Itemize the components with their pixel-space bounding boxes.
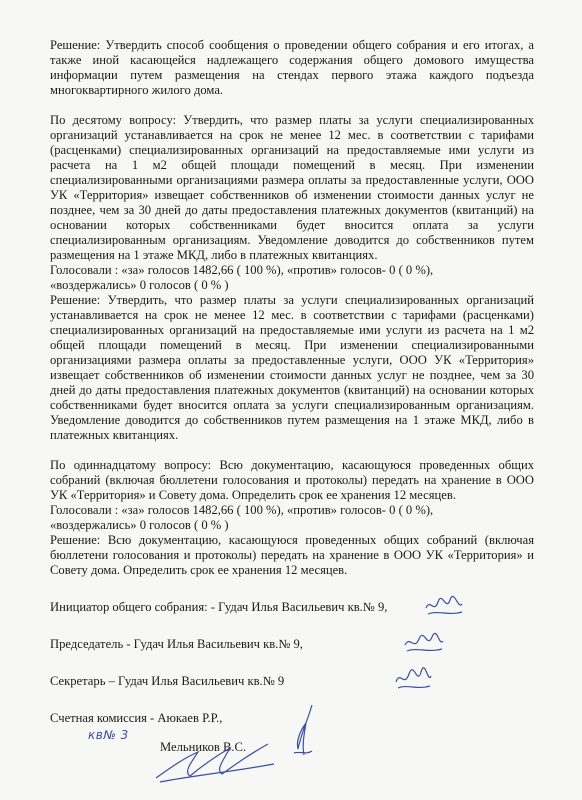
q10-decision: Решение: Утвердить, что размер платы за услуги специализированных организаций устанавливается на срок не менее 12 мес. в соответствии с тарифами (расценками) специализированных организаций на предоставляемые ими услуги из расчета на 1 м2 общей площади помещений в месяц. При изменении специализированными организациями размера оплаты за предоставленные услуги, ООО УК «Территория» извещает собственников об изменении стоимости данных услуг не позднее, чем за 30 дней до даты предоставления платежных документов (квитанций) на основании которых собственниками будет вносится оплата за услуги специализированным организациям. Уведомление доводится до собственников путем размещения на 1 этаже МКД, либо в платежных квитанциях. <box>50 293 534 442</box>
q11-decision: Решение: Всю документацию, касающуюся проведенных общих собраний (включая бюллетени голосования и протоколы) передать на хранение в ООО УК «Территория» и Совету дома. Определить срок ее хранения 12 месяцев. <box>50 533 534 577</box>
signature-commission <box>50 711 534 726</box>
member2-text: Мельников В.С. <box>160 740 247 754</box>
top-decision: Решение: Утвердить способ сообщения о проведении общего собрания и его итогах, а также иной касающейся надлежащего содержания общего домового имущества информации путем размещения на стендах первого этажа каждого подъезда многоквартирного жилого дома. <box>50 38 534 97</box>
q11-vote-line1: Голосовали : «за» голосов 1482,66 ( 100 %), «против» голосов- 0 ( 0 %), <box>50 503 434 517</box>
secretary-text: Секретарь – Гудач Илья Васильевич кв.№ 9 <box>50 674 285 688</box>
initiator-text: Инициатор общего собрания: - Гудач Илья Васильевич кв.№ 9, <box>50 600 388 614</box>
q10-vote-line1: Голосовали : «за» голосов 1482,66 ( 100 %), «против» голосов- 0 ( 0 %), <box>50 263 434 277</box>
q11-vote-line2: «воздержались» 0 голосов ( 0 % ) <box>50 518 229 532</box>
commission-text: Счетная комиссия - Аюкаев Р.Р., <box>50 711 223 725</box>
q10-vote-line2: «воздержались» 0 голосов ( 0 % ) <box>50 278 229 292</box>
handwritten-signature-icon <box>392 662 434 694</box>
handwritten-signature-icon <box>402 627 446 657</box>
q11-question: По одиннадцатому вопросу: Всю документацию, касающуюся проведенных общих собраний (включая бюллетени голосования и протоколы) передать на хранение в ООО УК «Территория» и Совету дома. Определить срок ее хранения 12 месяцев. <box>50 458 534 502</box>
signature-initiator <box>50 600 534 615</box>
chairman-text: Председатель - Гудач Илья Васильевич кв.№ 9, <box>50 637 303 651</box>
signature-secretary <box>50 674 534 689</box>
handwritten-signature-icon <box>422 592 466 620</box>
signature-chairman <box>50 637 534 652</box>
handwritten-apartment-note: кв№ 3 <box>88 728 129 742</box>
handwritten-signature-icon <box>150 738 280 786</box>
q10-question: По десятому вопросу: Утвердить, что размер платы за услуги специализированных организаций устанавливается на срок не менее 12 мес. в соответствии с тарифами (расценками) специализированных организаций на предоставляемые ими услуги из расчета на 1 м2 общей площади помещений в месяц. При изменении специализированными организациями размера оплаты за предоставленные услуги, ООО УК «Территория» извещает собственников об изменении стоимости данных услуг не позднее, чем за 30 дней до даты предоставления платежных документов (квитанций) на основании которых собственниками будет вносится оплата за услуги специализированным организациям. Уведомление доводится до собственников путем размещения на 1 этаже МКД, либо в платежных квитанциях. <box>50 113 534 262</box>
